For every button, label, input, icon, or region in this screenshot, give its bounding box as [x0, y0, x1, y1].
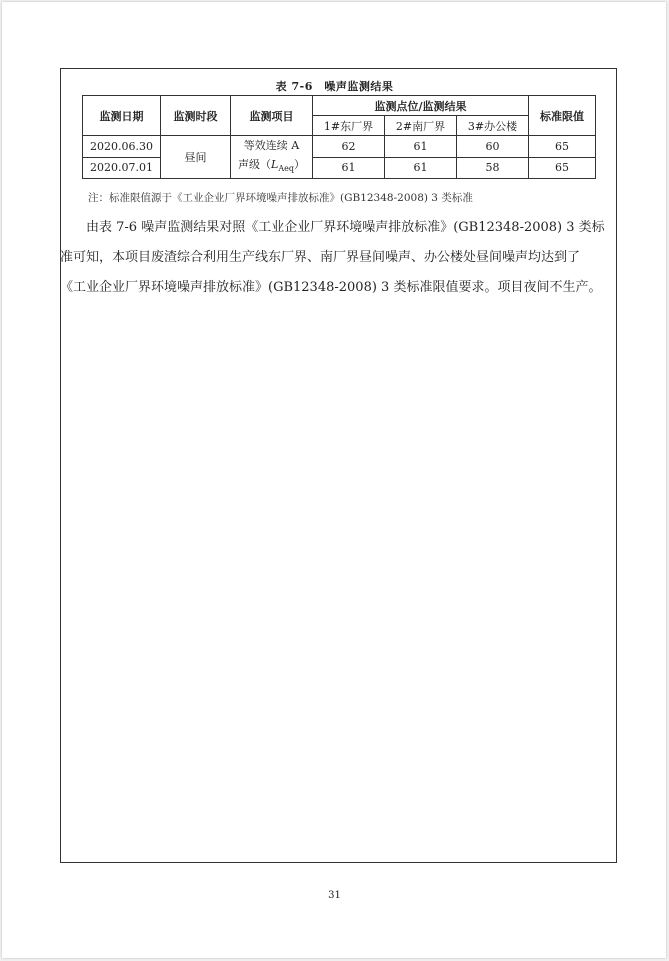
header-limit: 标准限值 — [529, 96, 596, 136]
header-point-1: 1#东厂界 — [313, 116, 385, 136]
cell-item — [231, 136, 313, 179]
item-symbol: L — [271, 158, 279, 171]
table-note: 注：标准限值源于《工业企业厂界环境噪声排放标准》(GB12348-2008) 3 类标准 — [88, 192, 473, 204]
header-point-2: 2#南厂界 — [385, 116, 457, 136]
table-caption: 表 7-6 噪声监测结果 — [275, 80, 394, 93]
item-line-2-prefix: 声级（ — [238, 158, 272, 171]
item-subscript: Aeq — [278, 164, 294, 174]
header-period: 监测时段 — [161, 96, 231, 136]
header-date: 监测日期 — [83, 96, 161, 136]
item-line-2-suffix: ） — [293, 158, 305, 171]
body-paragraph — [60, 213, 610, 303]
header-points-group: 监测点位/监测结果 — [313, 96, 529, 116]
item-line-1: 等效连续 A — [243, 139, 300, 152]
cell-value: 61 — [385, 136, 457, 158]
paragraph-line-3: 《工业企业厂界环境噪声排放标准》(GB12348-2008) 3 类标准限值要求。项目夜间不生产。 — [60, 280, 602, 295]
cell-date: 2020.07.01 — [83, 157, 161, 179]
table-row — [83, 136, 596, 158]
table-header-row — [83, 96, 596, 116]
paragraph-line-1: 由表 7-6 噪声监测结果对照《工业企业厂界环境噪声排放标准》(GB12348-2008) 3 类标 — [86, 220, 605, 235]
noise-results-table — [82, 95, 596, 179]
cell-value: 60 — [457, 136, 529, 158]
paragraph-line-2: 准可知，本项目废渣综合利用生产线东厂界、南厂界昼间噪声、办公楼处昼间噪声均达到了 — [60, 250, 581, 265]
cell-value: 58 — [457, 157, 529, 179]
cell-period: 昼间 — [161, 136, 231, 179]
content-frame — [60, 68, 617, 863]
cell-value: 61 — [385, 157, 457, 179]
cell-date: 2020.06.30 — [83, 136, 161, 158]
cell-value: 62 — [313, 136, 385, 158]
cell-value: 61 — [313, 157, 385, 179]
header-item: 监测项目 — [231, 96, 313, 136]
header-point-3: 3#办公楼 — [457, 116, 529, 136]
cell-limit: 65 — [529, 157, 596, 179]
cell-limit: 65 — [529, 136, 596, 158]
table-row — [83, 157, 596, 179]
page-number: 31 — [328, 890, 341, 901]
